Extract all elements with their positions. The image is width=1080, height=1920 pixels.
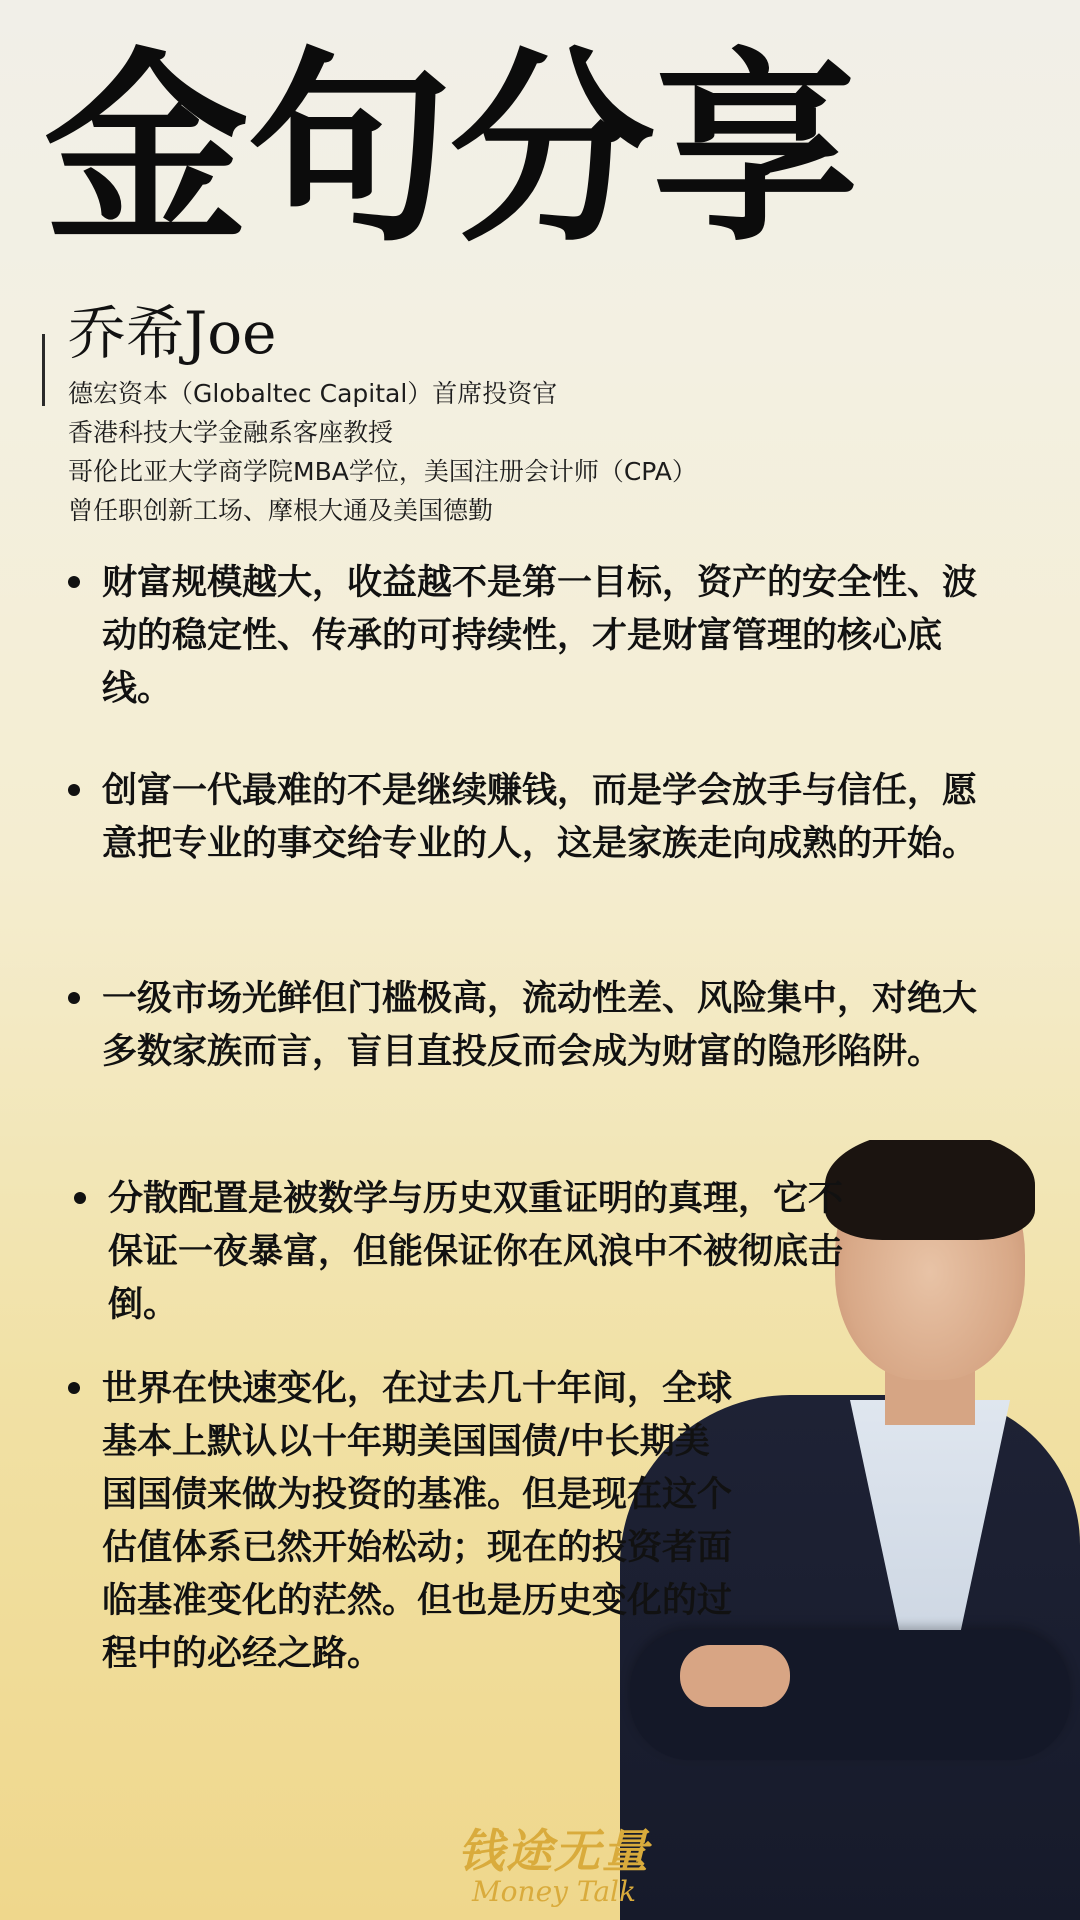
author-credential: 曾任职创新工场、摩根大通及美国德勤 bbox=[68, 496, 494, 525]
author-name: 乔希Joe bbox=[68, 299, 277, 367]
quote-item: 创富一代最难的不是继续赚钱，而是学会放手与信任，愿意把专业的事交给专业的人，这是家族走向成熟的开始。 bbox=[102, 764, 1002, 870]
quote-item: 一级市场光鲜但门槛极高，流动性差、风险集中，对绝大多数家族而言，盲目直投反而会成为财富的隐形陷阱。 bbox=[102, 972, 1002, 1078]
author-credential: 哥伦比亚大学商学院MBA学位，美国注册会计师（CPA） bbox=[68, 457, 697, 486]
page-title: 金句分享 bbox=[44, 30, 856, 270]
author-credential: 德宏资本（Globaltec Capital）首席投资官 bbox=[68, 379, 558, 408]
author-credential: 香港科技大学金融系客座教授 bbox=[68, 418, 394, 447]
brand-name-cn: 钱途无量 bbox=[458, 1824, 650, 1878]
brand-name-en: Money Talk bbox=[472, 1875, 636, 1908]
quote-item: 分散配置是被数学与历史双重证明的真理，它不保证一夜暴富，但能保证你在风浪中不被彻底击倒。 bbox=[108, 1172, 868, 1331]
quote-item: 世界在快速变化，在过去几十年间，全球基本上默认以十年期美国国债/中长期美国国债来做为投资的基准。但是现在这个估值体系已然开始松动；现在的投资者面临基准变化的茫然。但也是历史变化的过程中的必经之路。 bbox=[102, 1362, 732, 1680]
author-accent-bar bbox=[42, 334, 45, 406]
quote-item: 财富规模越大，收益越不是第一目标，资产的安全性、波动的稳定性、传承的可持续性，才是财富管理的核心底线。 bbox=[102, 556, 1002, 715]
author-credentials bbox=[68, 374, 697, 530]
brand-logo bbox=[404, 1824, 704, 1908]
